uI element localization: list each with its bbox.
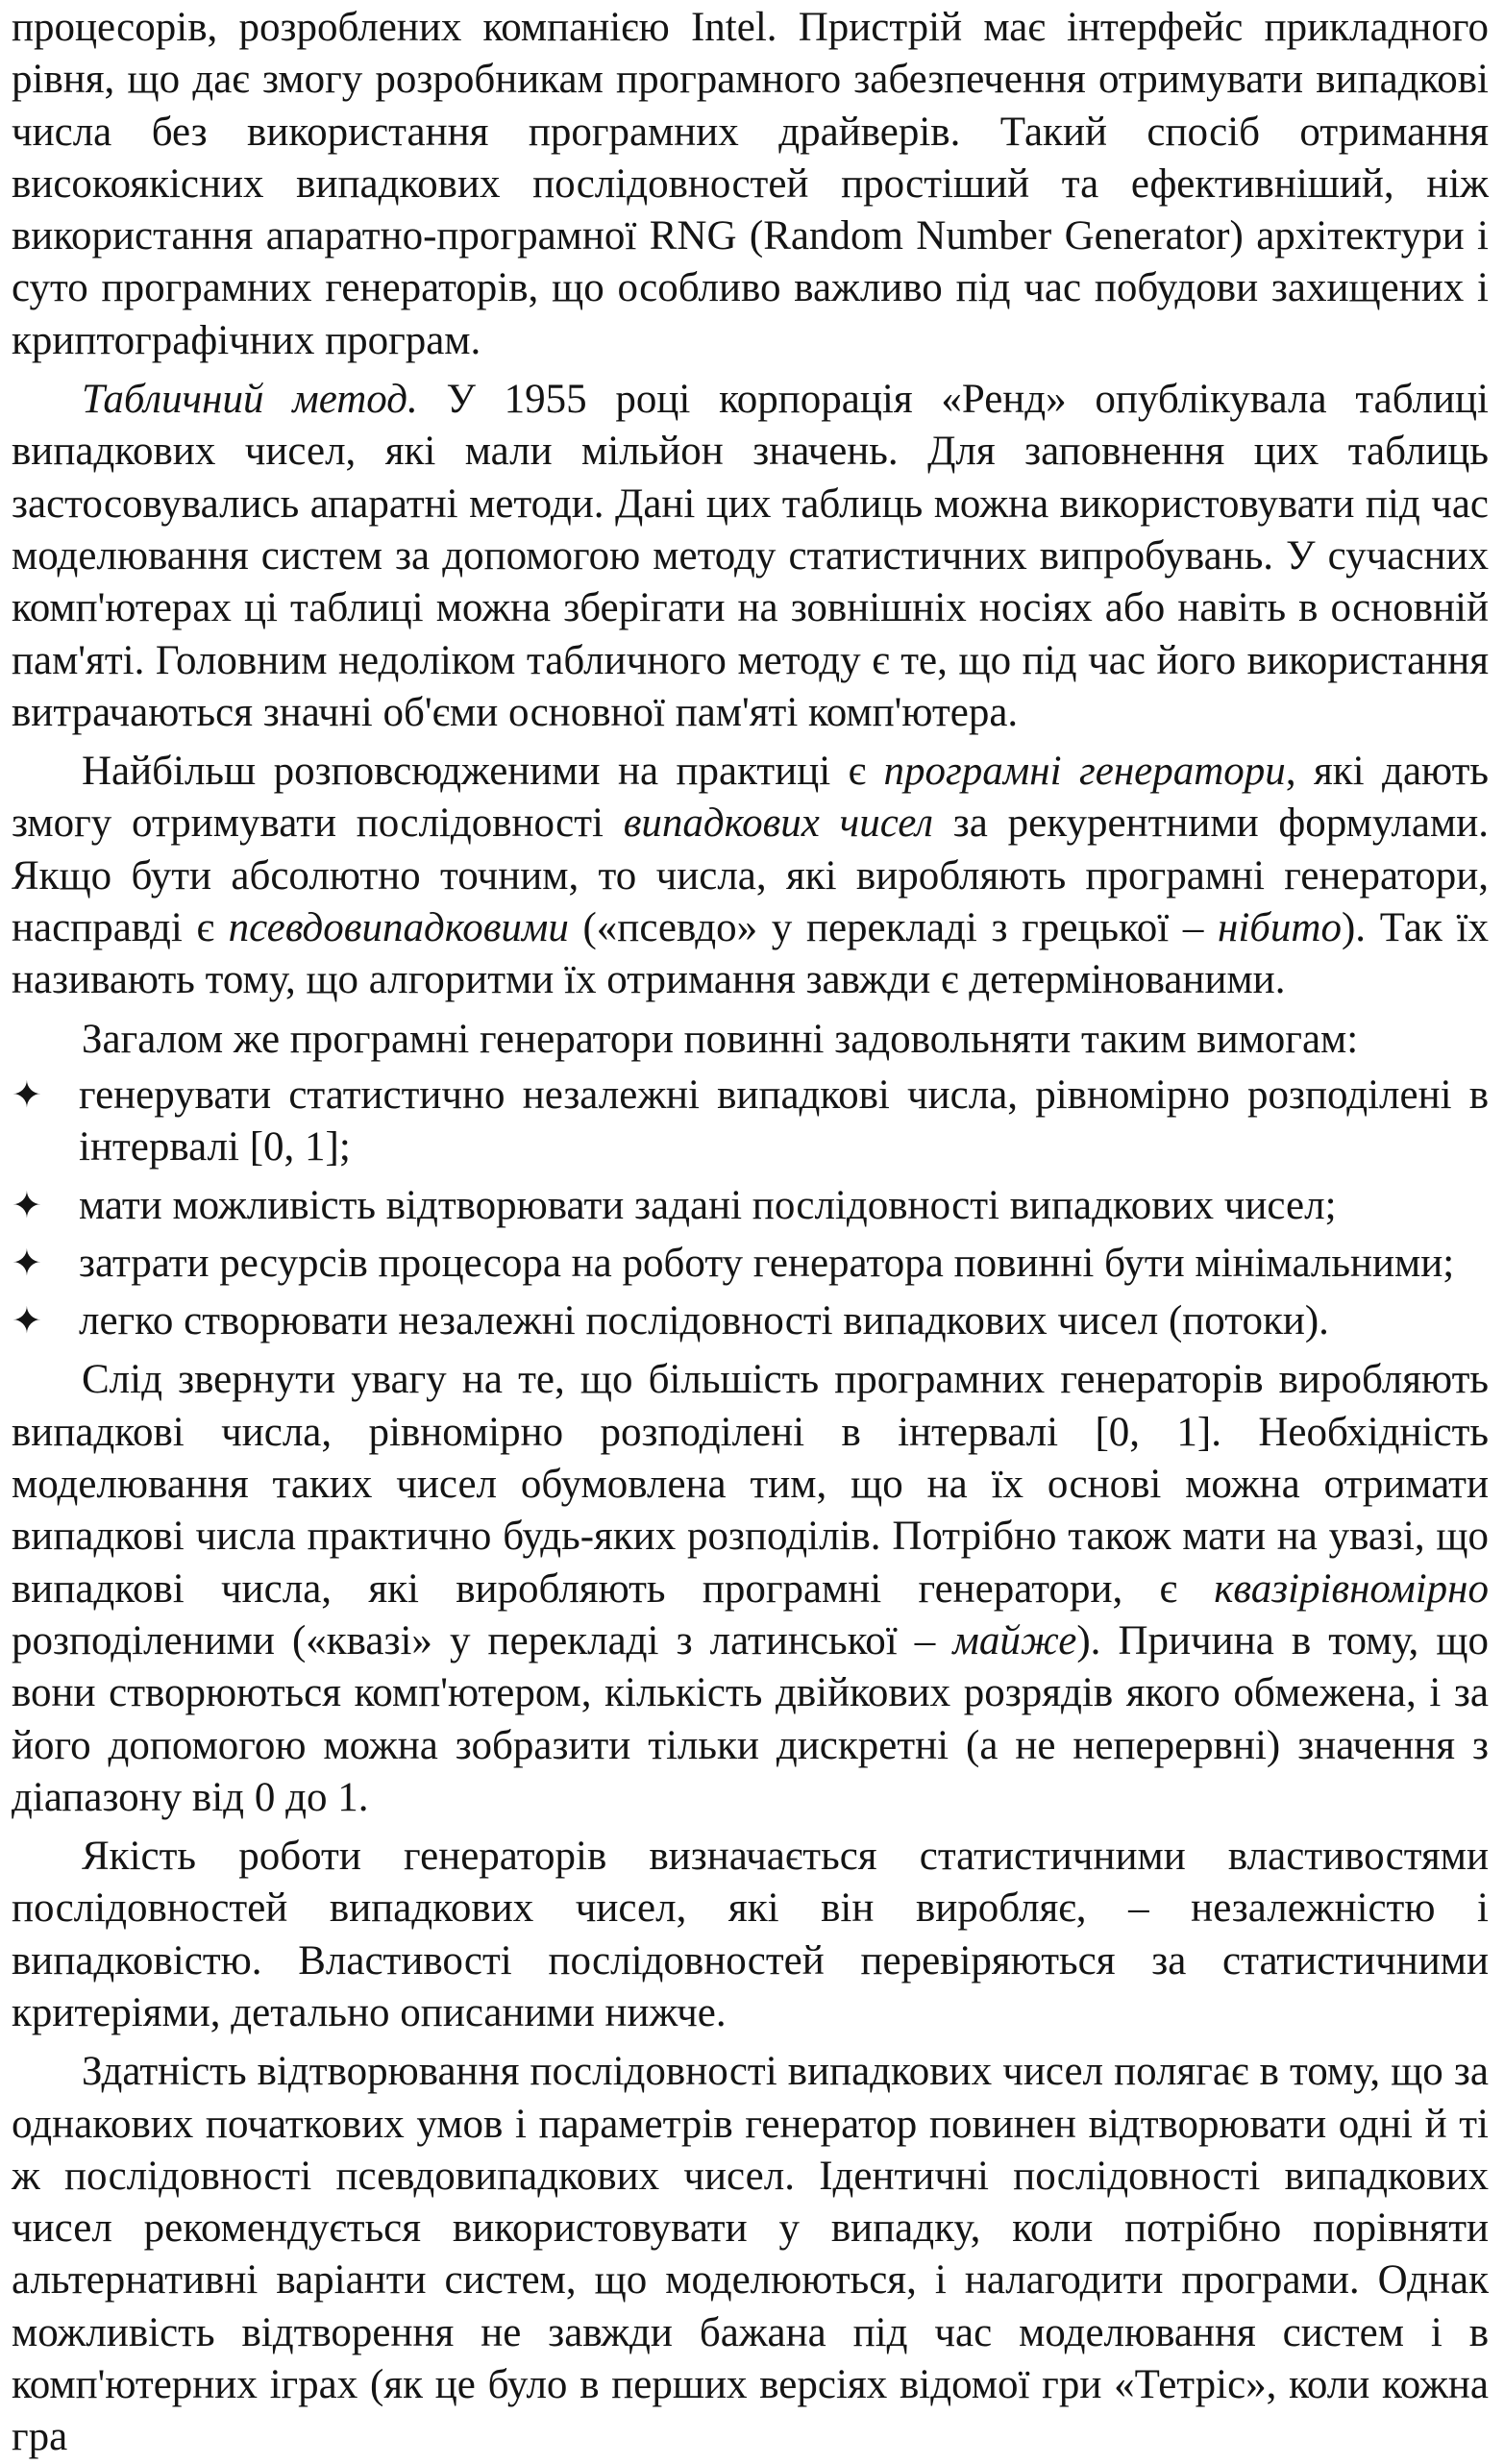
text-run: («псевдо» у перекладі з грецької – [568,905,1218,951]
term-nibyto: нібито [1218,905,1342,951]
text-run: ). Так їх називають тому, що алгоритми їх отримання завжди є детермінованими. [12,905,1489,1003]
list-item-text: легко створювати незалежні послідовності випадкових чисел (потоки). [79,1298,1329,1344]
requirements-list [12,1070,1489,1347]
list-item [12,1295,1489,1347]
term-pseudorandom: псевдовипадковими [228,905,569,951]
term-mayzhe: майже [952,1617,1077,1663]
paragraph-reproducibility: Здатність відтворювання послідовності випадкових чисел полягає в тому, що за однакових початкових умов і параметрів генератор повинен відтворювати одні й ті ж послідовності псевдовипадкових чисел. Ідентичні послідовності випадкових чисел рекомендується використовувати у випадку, коли потрібно порівняти альтернативні варіанти систем, що моделюються, і налагодити програми. Однак можливість відтворення не завжди бажана під час моделювання систем і в комп'ютерних іграх (як це було в перших версіях відомої гри «Тетріс», коли кожна гра [12,2049,1489,2460]
text-run: , які дають змогу отримувати послідовності [12,749,1489,847]
text-run: Найбільш розповсюдженими на практиці є [82,749,884,795]
paragraph-generator-quality: Якість роботи генераторів визначається статистичними властивостями послідовностей випадкових чисел, які він виробляє, – незалежністю і випадковістю. Властивості послідовностей перевіряються за статистичними критеріями, детально описаними нижче. [12,1834,1489,2035]
paragraph-program-generators [12,746,1489,1006]
bullet-icon: ✦ [12,1074,42,1116]
list-item [12,1238,1489,1290]
paragraph-table-method-text: У 1955 році корпорація «Ренд» опублікувала таблиці випадкових чисел, які мали мільйон значень. Для заповнення цих таблиць застосовувались апаратні методи. Дані цих таблиць можна використовувати під час моделювання систем за допомогою методу статистичних випробувань. У сучасних комп'ютерах ці таблиці можна зберігати на зовнішніх носіях або навіть в основній пам'яті. Головним недоліком табличного методу є те, що під час його використання витрачаються значні об'єми основної пам'яті комп'ютера. [12,377,1489,735]
text-run: ). Причина в тому, що вони створюються комп'ютером, кількість двійкових розрядів якого обмежена, і за його допомогою можна зобразити тільки дискретні (а не неперервні) значення з діапазону від 0 до 1. [12,1617,1489,1820]
text-run: за рекурентними формулами. Якщо бути абсолютно точним, то числа, які виробляють програмні генератори, насправді є [12,801,1489,951]
bullet-icon: ✦ [12,1185,42,1226]
text-run: Слід звернути увагу на те, що більшість програмних генераторів виробляють випадкові числа, рівномірно розподілені в інтервалі [0, 1]. Необхідність моделювання таких чисел обумовлена тим, що на їх основі можна отримати випадкові числа практично будь-яких розподілів. Потрібно також мати на увазі, що випадкові числа, які виробляють програмні генератори, є [12,1357,1489,1612]
paragraph-requirements-intro: Загалом же програмні генератори повинні задовольняти таким вимогам: [82,1016,1359,1062]
list-item-text: мати можливість відтворювати задані послідовності випадкових чисел; [79,1182,1337,1228]
text-run: розподіленими («квазі» у перекладі з латинської – [12,1617,953,1663]
paragraph-table-method [12,374,1489,739]
list-item [12,1070,1489,1174]
bullet-icon: ✦ [12,1243,42,1284]
term-quasi-uniform: квазірівномірно [1214,1565,1489,1612]
paragraph-intel-device: процесорів, розроблених компанією Intel. Пристрій має інтерфейс прикладного рівня, що дає змогу розробникам програмного забезпечення отримувати випадкові числа без використання програмних драйверів. Такий спосіб отримання високоякісних випадкових послідовностей простіший та ефективніший, ніж використання апаратно-програмної RNG (Random Number Generator) архітектури і суто програмних генераторів, що особливо важливо під час побудови захищених і криптографічних програм. [12,5,1489,363]
bullet-icon: ✦ [12,1301,42,1343]
term-program-generators: програмні генератори [883,749,1286,795]
paragraph-uniform-distribution [12,1354,1489,1824]
term-random-numbers: випадкових чисел [623,801,933,847]
list-item-text: затрати ресурсів процесора на роботу генератора повинні бути мінімальними; [79,1240,1455,1286]
list-item [12,1180,1489,1232]
term-table-method: Табличний метод. [82,377,418,423]
list-item-text: генерувати статистично незалежні випадкові числа, рівномірно розподілені в інтервалі [0, 1]; [79,1072,1489,1170]
